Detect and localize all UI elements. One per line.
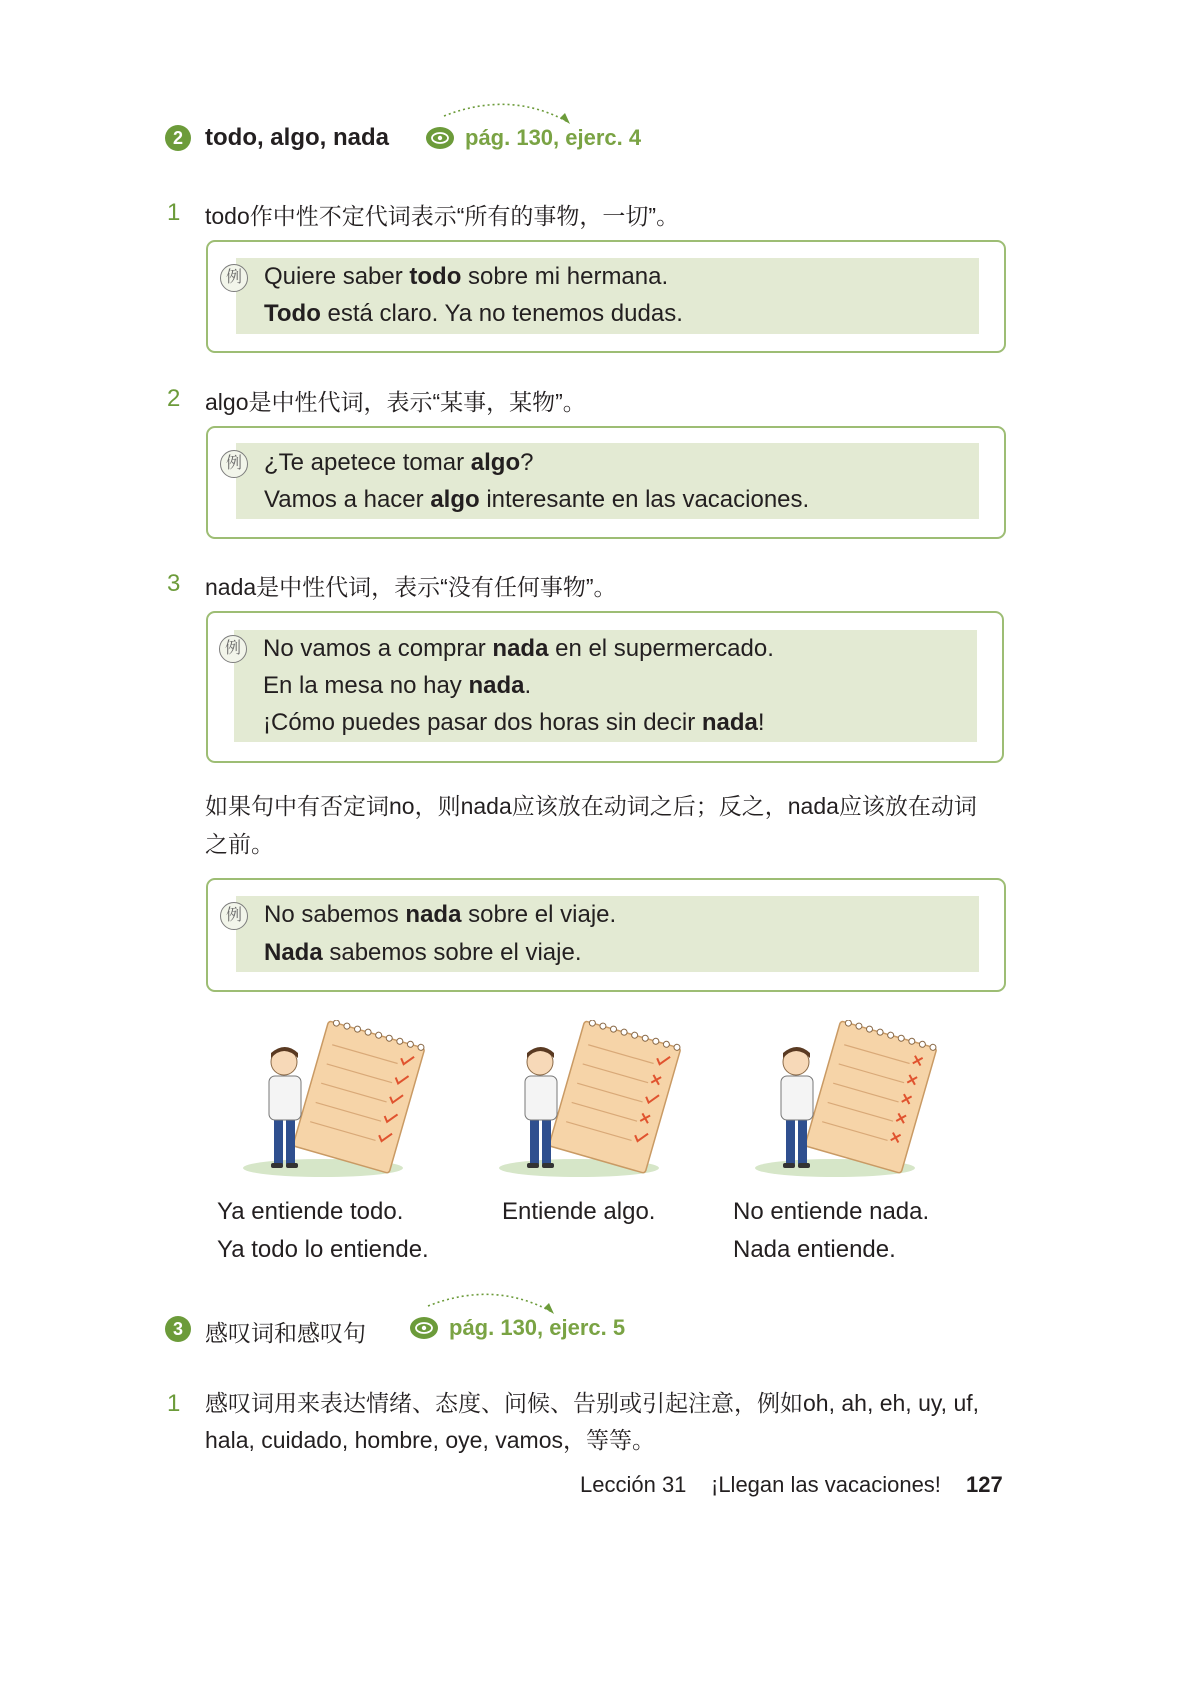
example-sentence: En la mesa no hay nada. bbox=[263, 672, 532, 699]
man-leg bbox=[274, 1116, 283, 1164]
illustration-caption: No entiende nada. bbox=[733, 1198, 930, 1225]
man-figure bbox=[525, 1047, 557, 1168]
illustration-caption: Ya entiende todo. bbox=[217, 1198, 404, 1225]
section-title: todo, algo, nada bbox=[205, 124, 389, 151]
illustration-man-with-checklist bbox=[494, 1020, 684, 1185]
example-mark-icon: 例 bbox=[219, 635, 247, 663]
note-line: 之前。 bbox=[205, 831, 274, 857]
page-number: 127 bbox=[966, 1472, 1003, 1497]
point-number: 3 bbox=[167, 570, 181, 597]
man-leg bbox=[786, 1116, 795, 1164]
illustration-svg bbox=[750, 1020, 940, 1180]
example-mark-icon: 例 bbox=[220, 902, 248, 930]
section-number-badge: 2 bbox=[165, 125, 191, 151]
man-shoe bbox=[286, 1163, 298, 1168]
footer-lesson: Lección 31 bbox=[580, 1472, 687, 1497]
man-shoe bbox=[527, 1163, 539, 1168]
man-figure bbox=[781, 1047, 813, 1168]
notepad-sheet bbox=[805, 1021, 937, 1174]
illustration-man-with-checklist bbox=[238, 1020, 428, 1185]
section-title: 感叹词和感叹句 bbox=[205, 1320, 366, 1346]
notepad bbox=[549, 1020, 682, 1173]
point-text: todo作中性不定代词表示“所有的事物，一切”。 bbox=[205, 203, 680, 229]
notepad bbox=[805, 1020, 938, 1173]
notepad-sheet bbox=[293, 1021, 425, 1174]
example-sentence: Nada sabemos sobre el viaje. bbox=[264, 939, 582, 966]
illustration-caption: Nada entiende. bbox=[733, 1236, 896, 1263]
point-text: 感叹词用来表达情绪、态度、问候、告别或引起注意，例如oh, ah, eh, uy, uf, bbox=[205, 1390, 980, 1416]
man-shoe bbox=[798, 1163, 810, 1168]
example-sentence: No sabemos nada sobre el viaje. bbox=[264, 901, 617, 928]
exercise-reference: pág. 130, ejerc. 4 bbox=[465, 125, 642, 150]
man-shirt bbox=[525, 1076, 557, 1120]
section-number-badge: 3 bbox=[165, 1316, 191, 1342]
example-sentence: ¡Cómo puedes pasar dos horas sin decir nada! bbox=[263, 709, 765, 736]
exercise-reference-icon bbox=[409, 1316, 439, 1345]
man-leg bbox=[530, 1116, 539, 1164]
example-sentence: Todo está claro. Ya no tenemos dudas. bbox=[264, 300, 683, 327]
illustration-svg bbox=[238, 1020, 428, 1180]
man-leg bbox=[286, 1116, 295, 1164]
point-number: 1 bbox=[167, 199, 181, 226]
example-mark-icon: 例 bbox=[220, 450, 248, 478]
example-sentence: Quiere saber todo sobre mi hermana. bbox=[264, 263, 669, 290]
man-shirt bbox=[781, 1076, 813, 1120]
illustration-man-with-checklist bbox=[750, 1020, 940, 1185]
note-line: 如果句中有否定词no，则nada应该放在动词之后；反之，nada应该放在动词 bbox=[205, 793, 977, 819]
point-text: hala, cuidado, hombre, oye, vamos，等等。 bbox=[205, 1427, 655, 1453]
example-mark-icon: 例 bbox=[220, 264, 248, 292]
man-shoe bbox=[542, 1163, 554, 1168]
exercise-reference-icon bbox=[425, 126, 455, 155]
point-text: nada是中性代词，表示“没有任何事物”。 bbox=[205, 574, 617, 600]
illustration-svg bbox=[494, 1020, 684, 1180]
point-text: algo是中性代词，表示“某事，某物”。 bbox=[205, 389, 586, 415]
point-number: 2 bbox=[167, 385, 181, 412]
illustration-caption: Ya todo lo entiende. bbox=[217, 1236, 429, 1263]
exercise-reference: pág. 130, ejerc. 5 bbox=[449, 1315, 626, 1340]
man-leg bbox=[798, 1116, 807, 1164]
man-shoe bbox=[271, 1163, 283, 1168]
man-shirt bbox=[269, 1076, 301, 1120]
man-figure bbox=[269, 1047, 301, 1168]
point-number: 1 bbox=[167, 1390, 181, 1417]
man-leg bbox=[542, 1116, 551, 1164]
man-shoe bbox=[783, 1163, 795, 1168]
example-sentence: ¿Te apetece tomar algo? bbox=[264, 449, 534, 476]
illustration-caption: Entiende algo. bbox=[502, 1198, 656, 1225]
example-sentence: Vamos a hacer algo interesante en las vacaciones. bbox=[264, 486, 810, 513]
example-sentence: No vamos a comprar nada en el supermercado. bbox=[263, 635, 774, 662]
notepad-sheet bbox=[549, 1021, 681, 1174]
notepad bbox=[293, 1020, 426, 1173]
footer-title: ¡Llegan las vacaciones! bbox=[711, 1472, 941, 1497]
